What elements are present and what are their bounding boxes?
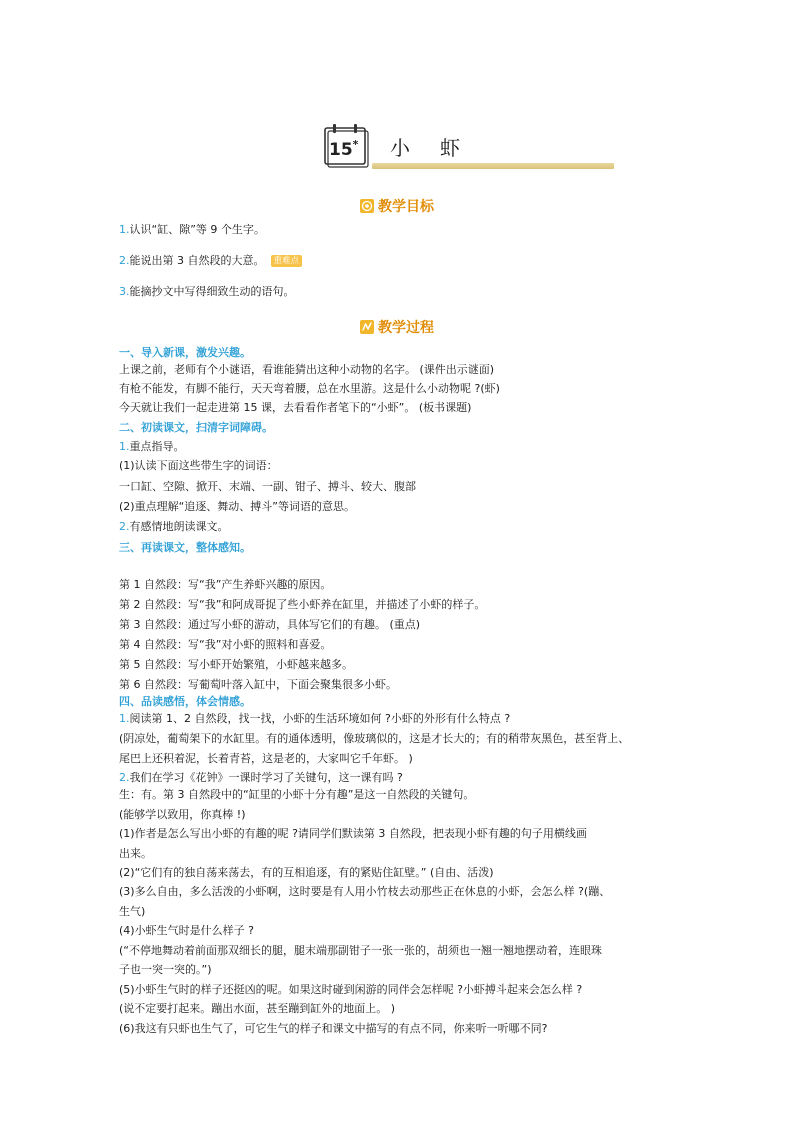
process-heading	[0, 317, 794, 337]
lesson-star: *	[352, 138, 359, 151]
text-line: (1)认读下面这些带生字的词语：	[119, 459, 278, 472]
text-line: (2)“它们有的独自荡来荡去，有的互相追逐，有的紧贴住缸壁。” (自由、活泼)	[119, 866, 494, 879]
text-line: (“不停地舞动着前面那双细长的腿，腿末端那副钳子一张一张的，胡须也一翘一翘地摆动着，连眼珠	[119, 944, 602, 957]
goal-item-3: 3.能摘抄文中写得细致生动的语句。	[119, 285, 295, 298]
section-subheading: 二、初读课文，扫清字词障碍。	[119, 421, 273, 434]
numbered-item: 1.阅读第 1、2 自然段，找一找，小虾的生活环境如何 ?小虾的外形有什么特点 ?	[119, 712, 511, 725]
section-subheading: 一、导入新课，激发兴趣。	[119, 346, 251, 359]
text-line: 上课之前，老师有个小谜语，看谁能猜出这种小动物的名字。 (课件出示谜面)	[119, 363, 495, 376]
title-char-2: 虾	[440, 136, 462, 160]
numbered-item: 2.我们在学习《花钟》一课时学习了关键句，这一课有吗 ?	[119, 771, 403, 784]
text-line: (4)小虾生气时是什么样子 ?	[119, 924, 254, 937]
numbered-item: 2.有感情地朗读课文。	[119, 520, 229, 533]
key-point-badge: 重难点	[271, 255, 303, 267]
text-line: 出来。	[119, 847, 152, 860]
text-line: 第 5 自然段：写小虾开始繁殖，小虾越来越多。	[119, 658, 353, 671]
text-line: (3)多么自由，多么活泼的小虾啊，这时要是有人用小竹枝去动那些正在休息的小虾，会怎么样 ?(蹦、	[119, 885, 611, 898]
lesson-number: 15	[329, 140, 353, 160]
text-line: 第 6 自然段：写葡萄叶落入缸中，下面会聚集很多小虾。	[119, 678, 397, 691]
text-line: 一口缸、空隙、掀开、末端、一副、钳子、搏斗、较大、腹部	[119, 480, 416, 493]
text-line: 第 4 自然段：写“我”对小虾的照料和喜爱。	[119, 638, 332, 651]
title-underline	[372, 163, 614, 169]
goals-heading-text: 教学目标	[378, 199, 434, 215]
text-line: 生：有。第 3 自然段中的“缸里的小虾十分有趣”是这一自然段的关键句。	[119, 788, 475, 801]
text-line: (说不定要打起来。蹦出水面，甚至蹦到缸外的地面上。 )	[119, 1002, 396, 1015]
text-line: (阴凉处，葡萄架下的水缸里。有的通体透明，像玻璃似的，这是才长大的；有的稍带灰黑色，甚至背上、	[119, 732, 630, 745]
goal-item-1: 1.认识“缸、隙”等 9 个生字。	[119, 223, 265, 236]
text-line: 第 1 自然段：写“我”产生养虾兴趣的原因。	[119, 578, 332, 591]
title-char-1: 小	[390, 136, 412, 160]
goals-heading	[0, 196, 794, 216]
numbered-item: 1.重点指导。	[119, 440, 185, 453]
text-line: (1)作者是怎么写出小虾的有趣的呢 ?请同学们默读第 3 自然段，把表现小虾有趣的句子用横线画	[119, 827, 587, 840]
text-line: (2)重点理解“追逐、舞动、搏斗”等词语的意思。	[119, 500, 355, 513]
calendar-icon	[322, 122, 370, 168]
text-line: 生气)	[119, 905, 146, 918]
process-heading-text: 教学过程	[378, 320, 434, 336]
text-line: 有枪不能发，有脚不能行，天天弯着腰，总在水里游。这是什么小动物呢 ?(虾)	[119, 382, 500, 395]
text-line: 第 2 自然段：写“我”和阿成哥捉了些小虾养在缸里，并描述了小虾的样子。	[119, 598, 486, 611]
page-title	[390, 132, 462, 161]
process-icon	[360, 320, 374, 334]
goal-item-2: 2.能说出第 3 自然段的大意。 重难点	[119, 253, 302, 268]
section-subheading: 三、再读课文，整体感知。	[119, 541, 251, 554]
text-line: 第 3 自然段：通过写小虾的游动，具体写它们的有趣。 (重点)	[119, 618, 421, 631]
text-line: (能够学以致用，你真棒 !)	[119, 808, 246, 821]
target-icon	[360, 199, 374, 213]
text-line: 今天就让我们一起走进第 15 课，去看看作者笔下的“小虾”。 (板书课题)	[119, 401, 472, 414]
text-line: 尾巴上还积着泥，长着青苔，这是老的，大家叫它千年虾。 )	[119, 752, 413, 765]
section-subheading: 四、品读感悟，体会情感。	[119, 695, 251, 708]
text-line: 子也一突一突的。”)	[119, 963, 212, 976]
text-line: (5)小虾生气时的样子还挺凶的呢。如果这时碰到闲游的同伴会怎样呢 ?小虾搏斗起来会怎么样 ?	[119, 983, 583, 996]
text-line: (6)我这有只虾也生气了，可它生气的样子和课文中描写的有点不同，你来听一听哪不同?	[119, 1022, 548, 1035]
